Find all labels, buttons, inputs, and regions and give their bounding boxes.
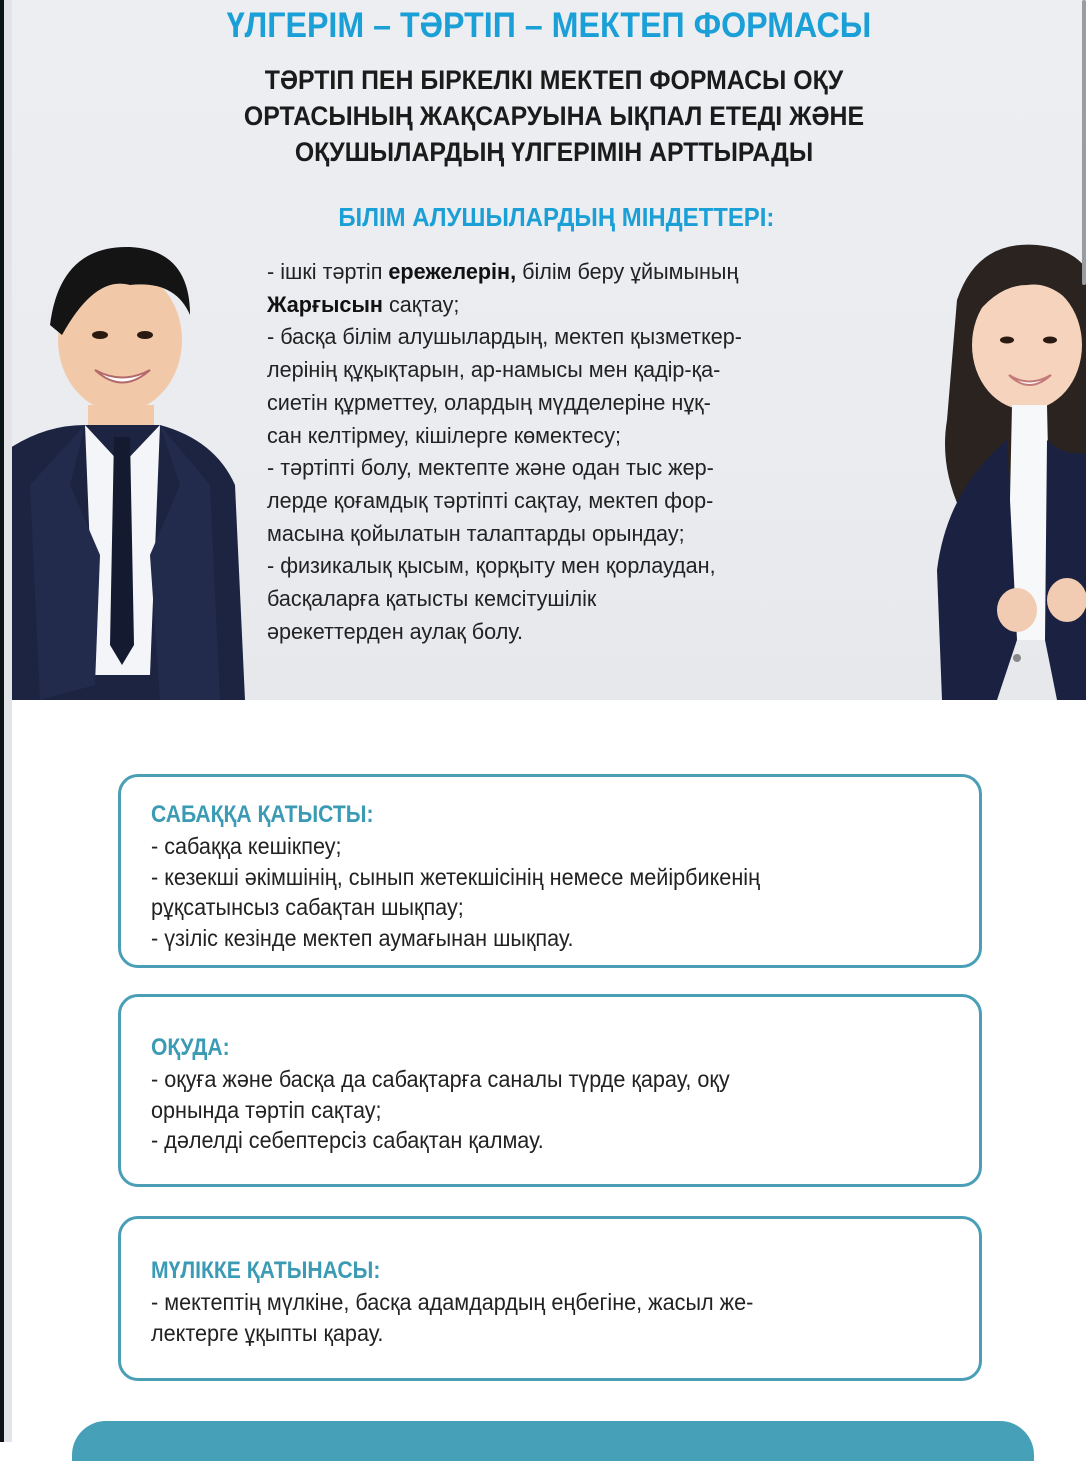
duties-line: масына қойылатын талаптарды орындау; [267, 520, 685, 546]
duties-line: - физикалық қысым, қорқыту мен қорлаудан, [267, 553, 716, 579]
card-line: - дәлелді себептерсіз сабақтан қалмау. [151, 1127, 544, 1153]
duties-list [267, 256, 867, 648]
card-line: орнында тәртіп сақтау; [151, 1096, 382, 1123]
hero-section [12, 0, 1086, 700]
page-title: ҮЛГЕРІМ – ТӘРТІП – МЕКТЕП ФОРМАСЫ [226, 6, 872, 45]
card-line: рұқсатынсыз сабақтан шықпау; [151, 894, 464, 920]
card-title: САБАҚҚА ҚАТЫСТЫ: [151, 801, 374, 828]
card-property [118, 1216, 982, 1381]
page-subtitle [203, 62, 906, 170]
page-border [4, 0, 12, 1442]
card-line: лектерге ұқыпты қарау. [151, 1319, 384, 1346]
duties-line: лерінің құқықтарын, ар-намысы мен қадір-қа- [267, 357, 721, 383]
duties-line [267, 256, 843, 289]
card-line: - үзіліс кезінде мектеп аумағынан шықпау. [151, 924, 574, 951]
duties-line: - тәртіпті болу, мектепте және одан тыс жер- [267, 455, 714, 481]
bottom-banner [72, 1421, 1034, 1461]
scrollbar[interactable] [1082, 0, 1086, 285]
card-line: - кезекші әкімшінің, сынып жетекшісінің немесе мейірбикенің [151, 863, 761, 890]
duties-line: - басқа білім алушылардың, мектеп қызметкер- [267, 324, 742, 350]
duties-line: лерде қоғамдық тәртіпті сақтау, мектеп фор- [267, 487, 714, 513]
card-studying [118, 994, 982, 1187]
duties-line: сан келтірмеу, кішілерге көмектесу; [267, 422, 622, 448]
subtitle-line: ОҚУШЫЛАРДЫҢ ҮЛГЕРІМІН АРТТЫРАДЫ [294, 137, 814, 167]
duties-bold-text: Жарғысын [267, 291, 383, 317]
card-line: - оқуға және басқа да сабақтарға саналы түрде қарау, оқу [151, 1066, 730, 1092]
subtitle-line: ТӘРТІП ПЕН БІРКЕЛКІ МЕКТЕП ФОРМАСЫ ОҚУ [264, 65, 844, 95]
girl-image [917, 240, 1086, 700]
duties-line: сиетін құрметтеу, олардың мүдделеріне нұқ- [267, 389, 711, 415]
card-line: - мектептің мүлкіне, басқа адамдардың еңбегіне, жасыл же- [151, 1289, 754, 1315]
duties-text: - ішкі тәртіп [267, 259, 389, 284]
duties-heading: БІЛІМ АЛУШЫЛАРДЫҢ МІНДЕТТЕРІ: [338, 202, 775, 232]
duties-line: басқаларға қатысты кемсітушілік [267, 586, 597, 612]
card-title: МҮЛІККЕ ҚАТЫНАСЫ: [151, 1257, 381, 1284]
duties-bold-text: ережелерін, [388, 259, 517, 284]
subtitle-line: ОРТАСЫНЫҢ ЖАҚСАРУЫНА ЫҚПАЛ ЕТЕДІ ЖӘНЕ [243, 101, 865, 131]
card-lesson-attendance [118, 774, 982, 968]
card-line: - сабаққа кешікпеу; [151, 833, 342, 859]
card-title: ОҚУДА: [151, 1034, 230, 1061]
boy-image [12, 225, 245, 700]
duties-text: сақтау; [382, 291, 460, 317]
duties-line: әрекеттерден аулақ болу. [267, 618, 523, 644]
duties-text: білім беру ұйымының [516, 259, 739, 284]
duties-line [267, 289, 843, 322]
